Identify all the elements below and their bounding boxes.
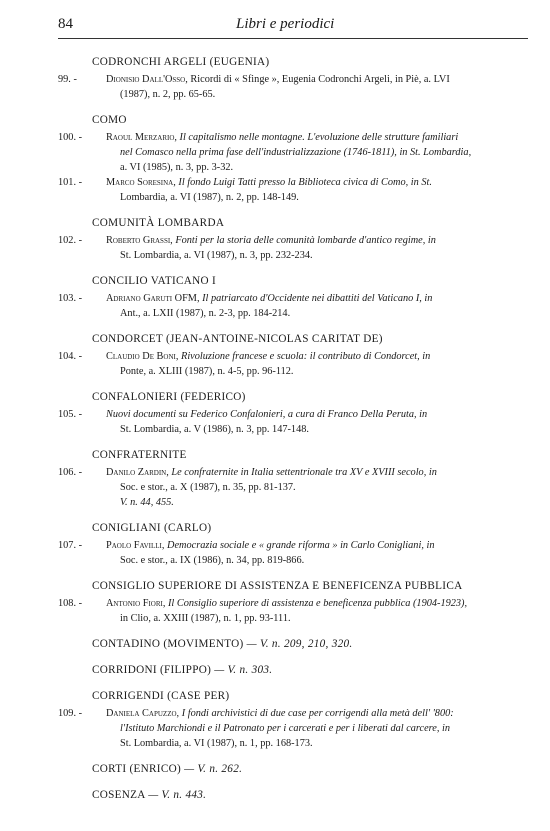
section-heading: CONSIGLIO SUPERIORE DI ASSISTENZA E BENEFICENZA PUBBLICA bbox=[92, 580, 463, 592]
entry-author: Raoul Merzario, bbox=[106, 132, 177, 143]
page-number: 84 bbox=[58, 16, 73, 32]
entry-number: 99. - bbox=[58, 74, 77, 85]
bibliography-entry bbox=[58, 706, 520, 751]
bibliography-entry bbox=[58, 465, 520, 510]
entry-line: a. VI (1985), n. 3, pp. 3-32. bbox=[120, 162, 234, 173]
entry-number: 107. - bbox=[58, 540, 83, 551]
page-header bbox=[58, 16, 528, 38]
entry-line: Ant., a. LXII (1987), n. 2-3, pp. 184-214. bbox=[120, 308, 291, 319]
entry-line: St. Lombardia, a. VI (1987), n. 1, pp. 168-173. bbox=[120, 738, 313, 749]
entry-author: Danilo Zardin, bbox=[106, 467, 169, 478]
entry-line: Il fondo Luigi Tatti presso la Biblioteca civica di Como, in St. bbox=[178, 177, 432, 188]
running-title: Libri e periodici bbox=[236, 16, 335, 32]
section-heading: CONFALONIERI (FEDERICO) bbox=[92, 391, 246, 403]
section-heading-with-reference bbox=[92, 637, 520, 652]
entry-line: St. Lombardia, a. V (1986), n. 3, pp. 147-148. bbox=[120, 424, 309, 435]
entry-line: Lombardia, a. VI (1987), n. 2, pp. 148-149. bbox=[120, 192, 299, 203]
entry-line: nel Comasco nella prima fase dell'industrializzazione (1746-1811), in St. Lombardia, bbox=[120, 147, 472, 158]
cross-reference: — V. n. 443. bbox=[148, 789, 207, 801]
cross-reference: — V. n. 209, 210, 320. bbox=[246, 638, 353, 650]
section-heading: CORTI (ENRICO) bbox=[92, 763, 181, 775]
entry-line: Democrazia sociale e « grande riforma » in Carlo Conigliani, in bbox=[167, 540, 435, 551]
bibliography-entry bbox=[58, 596, 520, 626]
entry-line: Soc. e stor., a. X (1987), n. 35, pp. 81-137. bbox=[120, 482, 296, 493]
section-heading: CONIGLIANI (CARLO) bbox=[92, 522, 212, 534]
entry-number: 103. - bbox=[58, 293, 83, 304]
bibliography-entry bbox=[58, 407, 520, 437]
entry-number: 101. - bbox=[58, 177, 83, 188]
entry-author: Dionisio Dall'Osso, bbox=[106, 74, 188, 85]
bibliography-entry bbox=[58, 291, 520, 321]
entry-number: 102. - bbox=[58, 235, 83, 246]
entry-author: Roberto Grassi, bbox=[106, 235, 173, 246]
header-rule bbox=[58, 38, 528, 39]
bibliography-entry bbox=[58, 72, 520, 102]
cross-reference: — V. n. 303. bbox=[214, 664, 273, 676]
entry-author: Antonio Fiori, bbox=[106, 598, 166, 609]
entry-number: 108. - bbox=[58, 598, 83, 609]
section-heading: CONCILIO VATICANO I bbox=[92, 275, 216, 287]
bibliography-entry bbox=[58, 233, 520, 263]
entry-line: Fonti per la storia delle comunità lombarde d'antico regime, in bbox=[175, 235, 436, 246]
cross-reference: — V. n. 262. bbox=[184, 763, 243, 775]
bibliography-entry bbox=[58, 349, 520, 379]
section-heading-with-reference bbox=[92, 663, 520, 678]
entry-line: Ponte, a. XLIII (1987), n. 4-5, pp. 96-112. bbox=[120, 366, 294, 377]
section-heading: CORRIGENDI (CASE PER) bbox=[92, 690, 230, 702]
entry-author: Claudio De Boni, bbox=[106, 351, 179, 362]
bibliography-list bbox=[58, 55, 520, 803]
entry-number: 106. - bbox=[58, 467, 83, 478]
section-heading: CONFRATERNITE bbox=[92, 449, 187, 461]
bibliography-entry bbox=[58, 538, 520, 568]
section-heading: COSENZA bbox=[92, 789, 146, 801]
entry-author: Daniela Capuzzo, bbox=[106, 708, 180, 719]
entry-line: Il Consiglio superiore di assistenza e beneficenza pubblica (1904-1923), bbox=[167, 598, 468, 609]
entry-line: Nuovi documenti su Federico Confalonieri, a cura di Franco Della Peruta, in bbox=[106, 409, 428, 420]
entry-line: St. Lombardia, a. VI (1987), n. 3, pp. 232-234. bbox=[120, 250, 313, 261]
section-heading-with-reference bbox=[92, 762, 520, 777]
entry-line: Il patriarcato d'Occidente nei dibattiti del Vaticano I, in bbox=[202, 293, 433, 304]
entry-number: 109. - bbox=[58, 708, 83, 719]
entry-line: l'Istituto Marchiondi e il Patronato per i carcerati e per i liberati dal carcere, in bbox=[120, 723, 451, 734]
entry-author: Adriano Garuti OFM, bbox=[106, 293, 200, 304]
section-heading: COMUNITÀ LOMBARDA bbox=[92, 217, 225, 229]
bibliography-entry bbox=[58, 130, 520, 175]
cross-reference: V. n. 44, 455. bbox=[120, 497, 174, 508]
section-heading: COMO bbox=[92, 114, 127, 126]
section-heading: CODRONCHI ARGELI (EUGENIA) bbox=[92, 56, 270, 68]
entry-line: I fondi archivistici di due case per corrigendi alla metà dell' '800: bbox=[181, 708, 454, 719]
entry-line: Soc. e stor., a. IX (1986), n. 34, pp. 819-866. bbox=[120, 555, 305, 566]
section-heading: CONTADINO (MOVIMENTO) bbox=[92, 638, 244, 650]
entry-number: 104. - bbox=[58, 351, 83, 362]
entry-line: (1987), n. 2, pp. 65-65. bbox=[120, 89, 216, 100]
bibliography-entry bbox=[58, 175, 520, 205]
section-heading: CORRIDONI (FILIPPO) bbox=[92, 664, 212, 676]
entry-line: in Clio, a. XXIII (1987), n. 1, pp. 93-111. bbox=[120, 613, 291, 624]
entry-number: 105. - bbox=[58, 409, 83, 420]
entry-author: Marco Soresina, bbox=[106, 177, 176, 188]
section-heading-with-reference bbox=[92, 788, 520, 803]
entry-author: Paolo Favilli, bbox=[106, 540, 165, 551]
entry-line: Rivoluzione francese e scuola: il contributo di Condorcet, in bbox=[181, 351, 431, 362]
entry-line: Le confraternite in Italia settentrionale tra XV e XVIII secolo, in bbox=[171, 467, 437, 478]
section-heading: CONDORCET (JEAN-ANTOINE-NICOLAS CARITAT DE) bbox=[92, 333, 383, 345]
entry-line: Ricordi di « Sfinge », Eugenia Codronchi Argeli, in Piè, a. LVI bbox=[190, 74, 450, 85]
entry-number: 100. - bbox=[58, 132, 83, 143]
entry-line: Il capitalismo nelle montagne. L'evoluzione delle strutture familiari bbox=[179, 132, 459, 143]
